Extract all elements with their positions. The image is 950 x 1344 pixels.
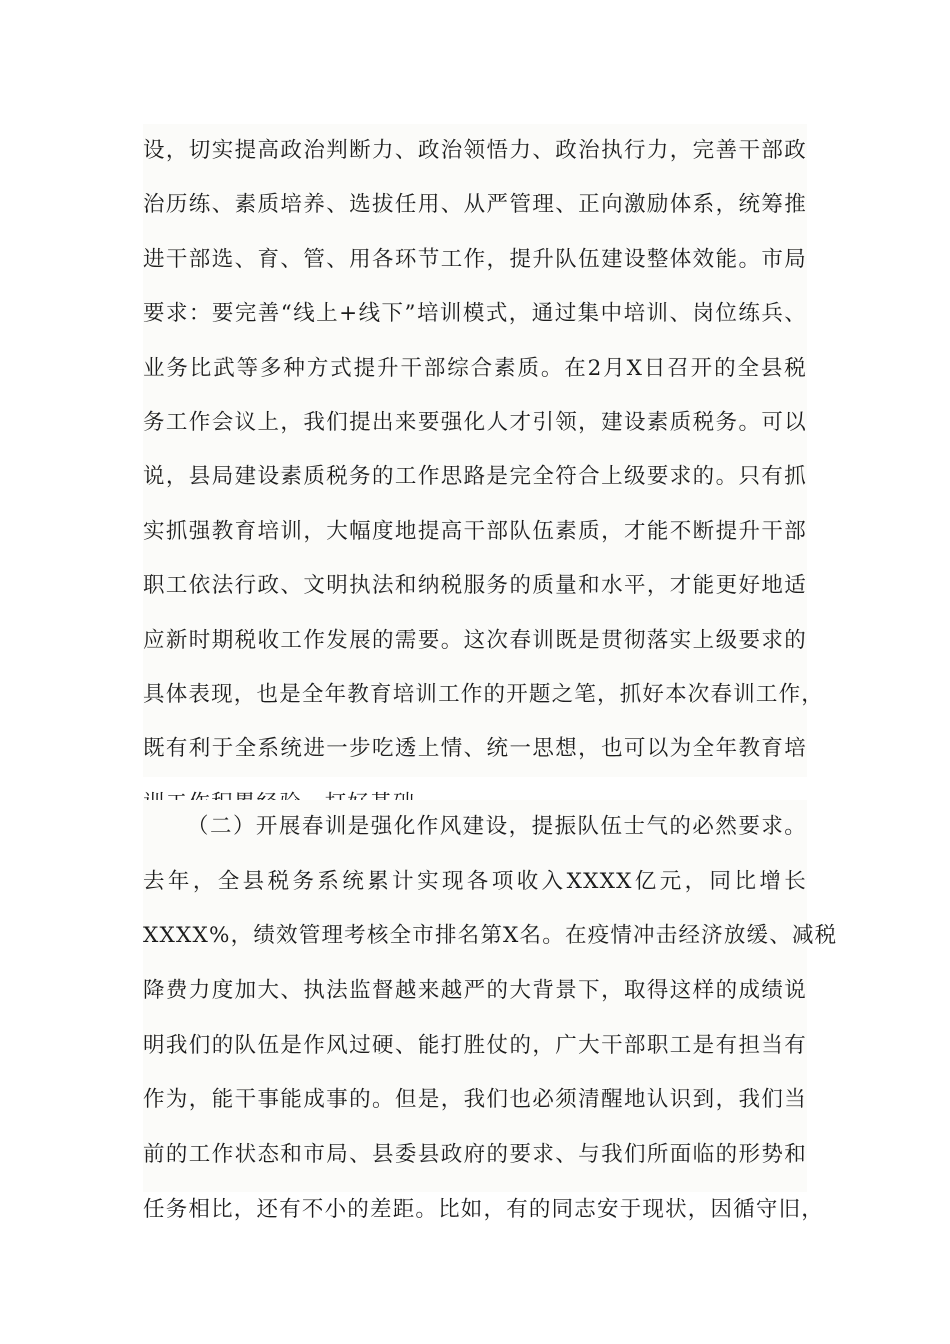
text-line: 要求：要完善“线上+线下”培训模式，通过集中培训、岗位练兵、: [143, 301, 807, 327]
text-line: 职工依法行政、文明执法和纳税服务的质量和水平，才能更好地适: [143, 573, 807, 599]
text-line: 降费力度加大、执法监督越来越严的大背景下，取得这样的成绩说: [143, 978, 807, 1004]
text-line: 说，县局建设素质税务的工作思路是完全符合上级要求的。只有抓: [143, 464, 807, 490]
text-line: 务工作会议上，我们提出来要强化人才引领，建设素质税务。可以: [143, 409, 807, 435]
text-line: 明我们的队伍是作风过硬、能打胜仗的，广大干部职工是有担当有: [143, 1032, 807, 1058]
text-line: 既有利于全系统进一步吃透上情、统一思想，也可以为全年教育培: [143, 736, 807, 762]
paragraph-work-style: [143, 800, 838, 1222]
text-line: 业务比武等多种方式提升干部综合素质。在2月X日召开的全县税: [143, 355, 807, 381]
text-line: 治历练、素质培养、选拔任用、从严管理、正向激励体系，统筹推: [143, 192, 807, 218]
text-line: 作为，能干事能成事的。但是，我们也必须清醒地认识到，我们当: [143, 1087, 807, 1113]
text-line: 实抓强教育培训，大幅度地提高干部队伍素质，才能不断提升干部: [143, 518, 807, 544]
text-line: 具体表现，也是全年教育培训工作的开题之笔，抓好本次春训工作，: [143, 681, 825, 707]
section-heading-line: （二）开展春训是强化作风建设，提振队伍士气的必然要求。: [187, 814, 807, 839]
text-line: 前的工作状态和市局、县委县政府的要求、与我们所面临的形势和: [143, 1142, 807, 1168]
text-line: 进干部选、育、管、用各环节工作，提升队伍建设整体效能。市局: [143, 246, 807, 272]
text-line: XXXX%，绩效管理考核全市排名第X名。在疫情冲击经济放缓、减税: [143, 923, 838, 949]
text-line: 应新时期税收工作发展的需要。这次春训既是贯彻落实上级要求的: [143, 627, 807, 653]
text-line: 去年，全县税务系统累计实现各项收入XXXX亿元，同比增长: [143, 868, 807, 894]
paragraph-education-training: [143, 124, 825, 777]
text-line: 任务相比，还有不小的差距。比如，有的同志安于现状，因循守旧，: [143, 1196, 825, 1222]
text-line: 设，切实提高政治判断力、政治领悟力、政治执行力，完善干部政: [143, 138, 807, 163]
